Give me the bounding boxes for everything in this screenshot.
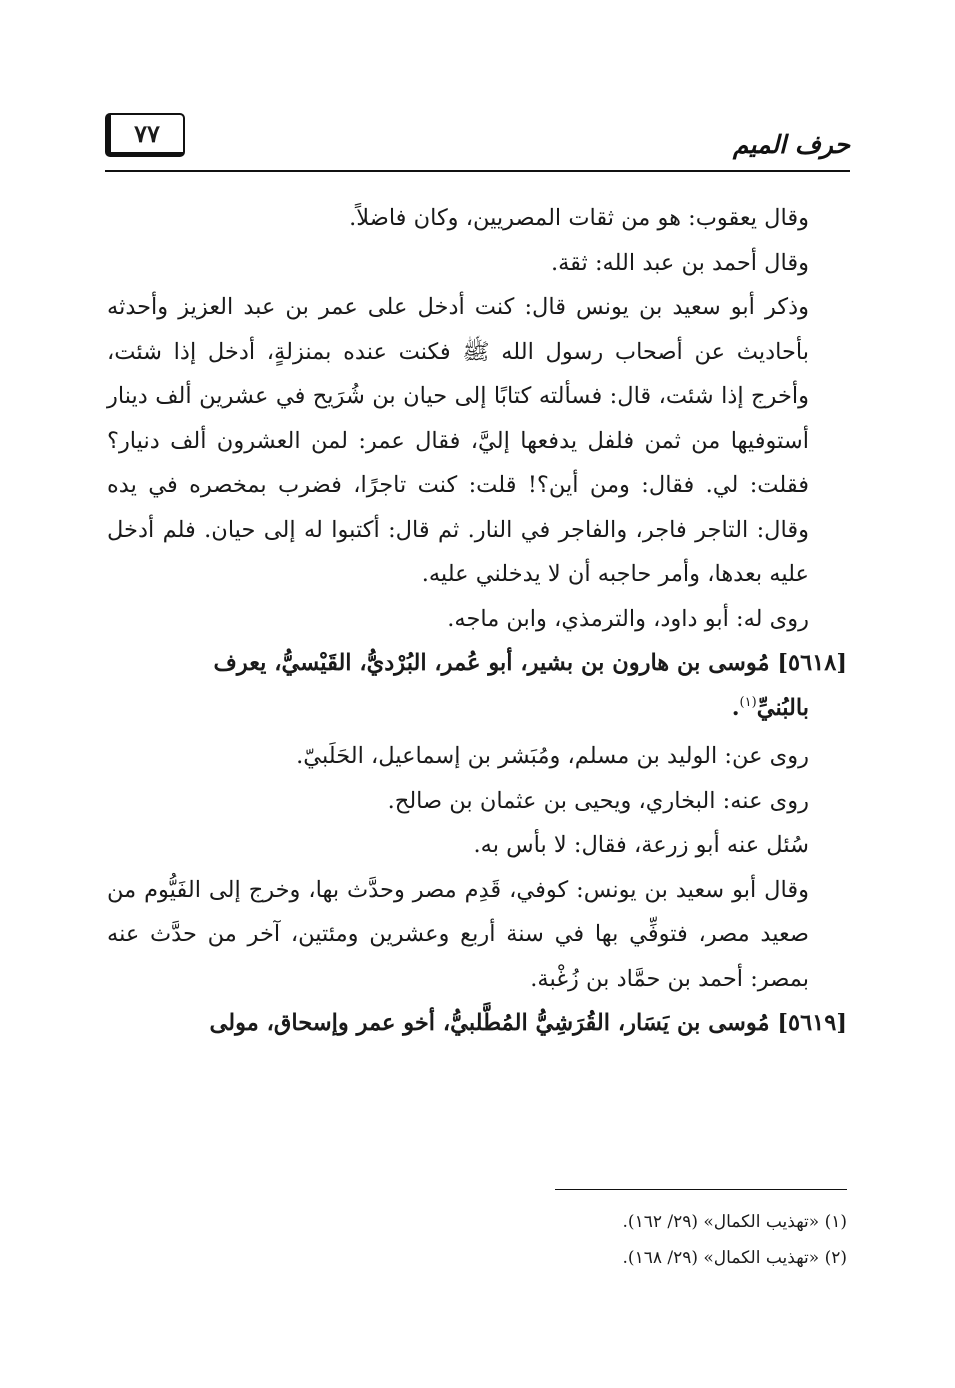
paragraph: وقال يعقوب: هو من ثقات المصريين، وكان فاضلاً.	[349, 205, 809, 231]
footnotes	[107, 1204, 847, 1276]
header-rule	[105, 170, 850, 172]
entry-heading-5618: [٥٦١٨] مُوسى بن هارون بن بشير، أبو عُمر، البُرْديُّ، القَيْسيُّ، يعرف	[213, 650, 847, 676]
heading-end: .	[731, 694, 740, 721]
main-text	[107, 196, 847, 1046]
entry-nickname: بالبُنيِّ	[756, 694, 809, 721]
page-header	[105, 108, 850, 174]
footnote-1: (١) «تهذيب الكمال» (٢٩/ ١٦٢).	[622, 1212, 847, 1232]
page-number: ٧٧	[134, 119, 160, 148]
paragraph: وقال أبو سعيد بن يونس: كوفي، قَدِم مصر وحدَّث بها، وخرج إلى الفَيُّوم من صعيد مصر، فتوفِّي بها في سنة أربع وعشرين ومئتين، آخر من حدَّث عنه بمصر: أحمد بن حمَّاد بن زُغْبة.	[107, 876, 809, 992]
page-number-box	[105, 113, 185, 157]
footnote-2: (٢) «تهذيب الكمال» (٢٩/ ١٦٨).	[622, 1248, 847, 1268]
paragraph: وقال أحمد بن عبد الله: ثقة.	[550, 249, 809, 276]
paragraph: وذكر أبو سعيد بن يونس قال: كنت أدخل على عمر بن عبد العزيز وأحدثه بأحاديث عن أصحاب رسول الله ﷺ فكنت عنده بمنزلةٍ، أدخل إذا شئت، وأخرج إذا شئت، قال: فسألته كتابًا إلى حيان بن شُرَيح في عشرين ألف دينار أستوفيها من ثمن فلفل يدفعها إليَّ، فقال عمر: لمن العشرون ألف دنيار؟ فقلت: لي. فقال: ومن أين؟! قلت: كنت تاجرًا، فضرب بمخصره في يده وقال: التاجر فاجر، والفاجر في النار. ثم قال: أكتبوا له إلى حيان. فلم أدخل عليه بعدها، وأمر حاجبه أن لا يدخلني عليه.	[107, 294, 809, 587]
footnote-rule	[555, 1189, 847, 1190]
entry-heading-5618-continuation	[107, 686, 847, 735]
entry-heading-5619: [٥٦١٩] مُوسى بن يَسَار، القُرَشِيُّ المُطَّلبيُّ، أخو عمر وإسحاق، مولى	[209, 1010, 847, 1036]
paragraph: روى له: أبو داود، والترمذي، وابن ماجه.	[447, 605, 809, 632]
running-title: حرف الميم	[732, 130, 850, 159]
paragraph: روى عن: الوليد بن مسلم، ومُبَشر بن إسماعيل، الحَلَبيّ.	[296, 743, 809, 769]
footnote-ref: (١)	[739, 694, 757, 710]
paragraph: سُئل عنه أبو زرعة، فقال: لا بأس به.	[473, 832, 809, 858]
paragraph: روى عنه: البخاري، ويحيى بن عثمان بن صالح.	[387, 787, 809, 814]
